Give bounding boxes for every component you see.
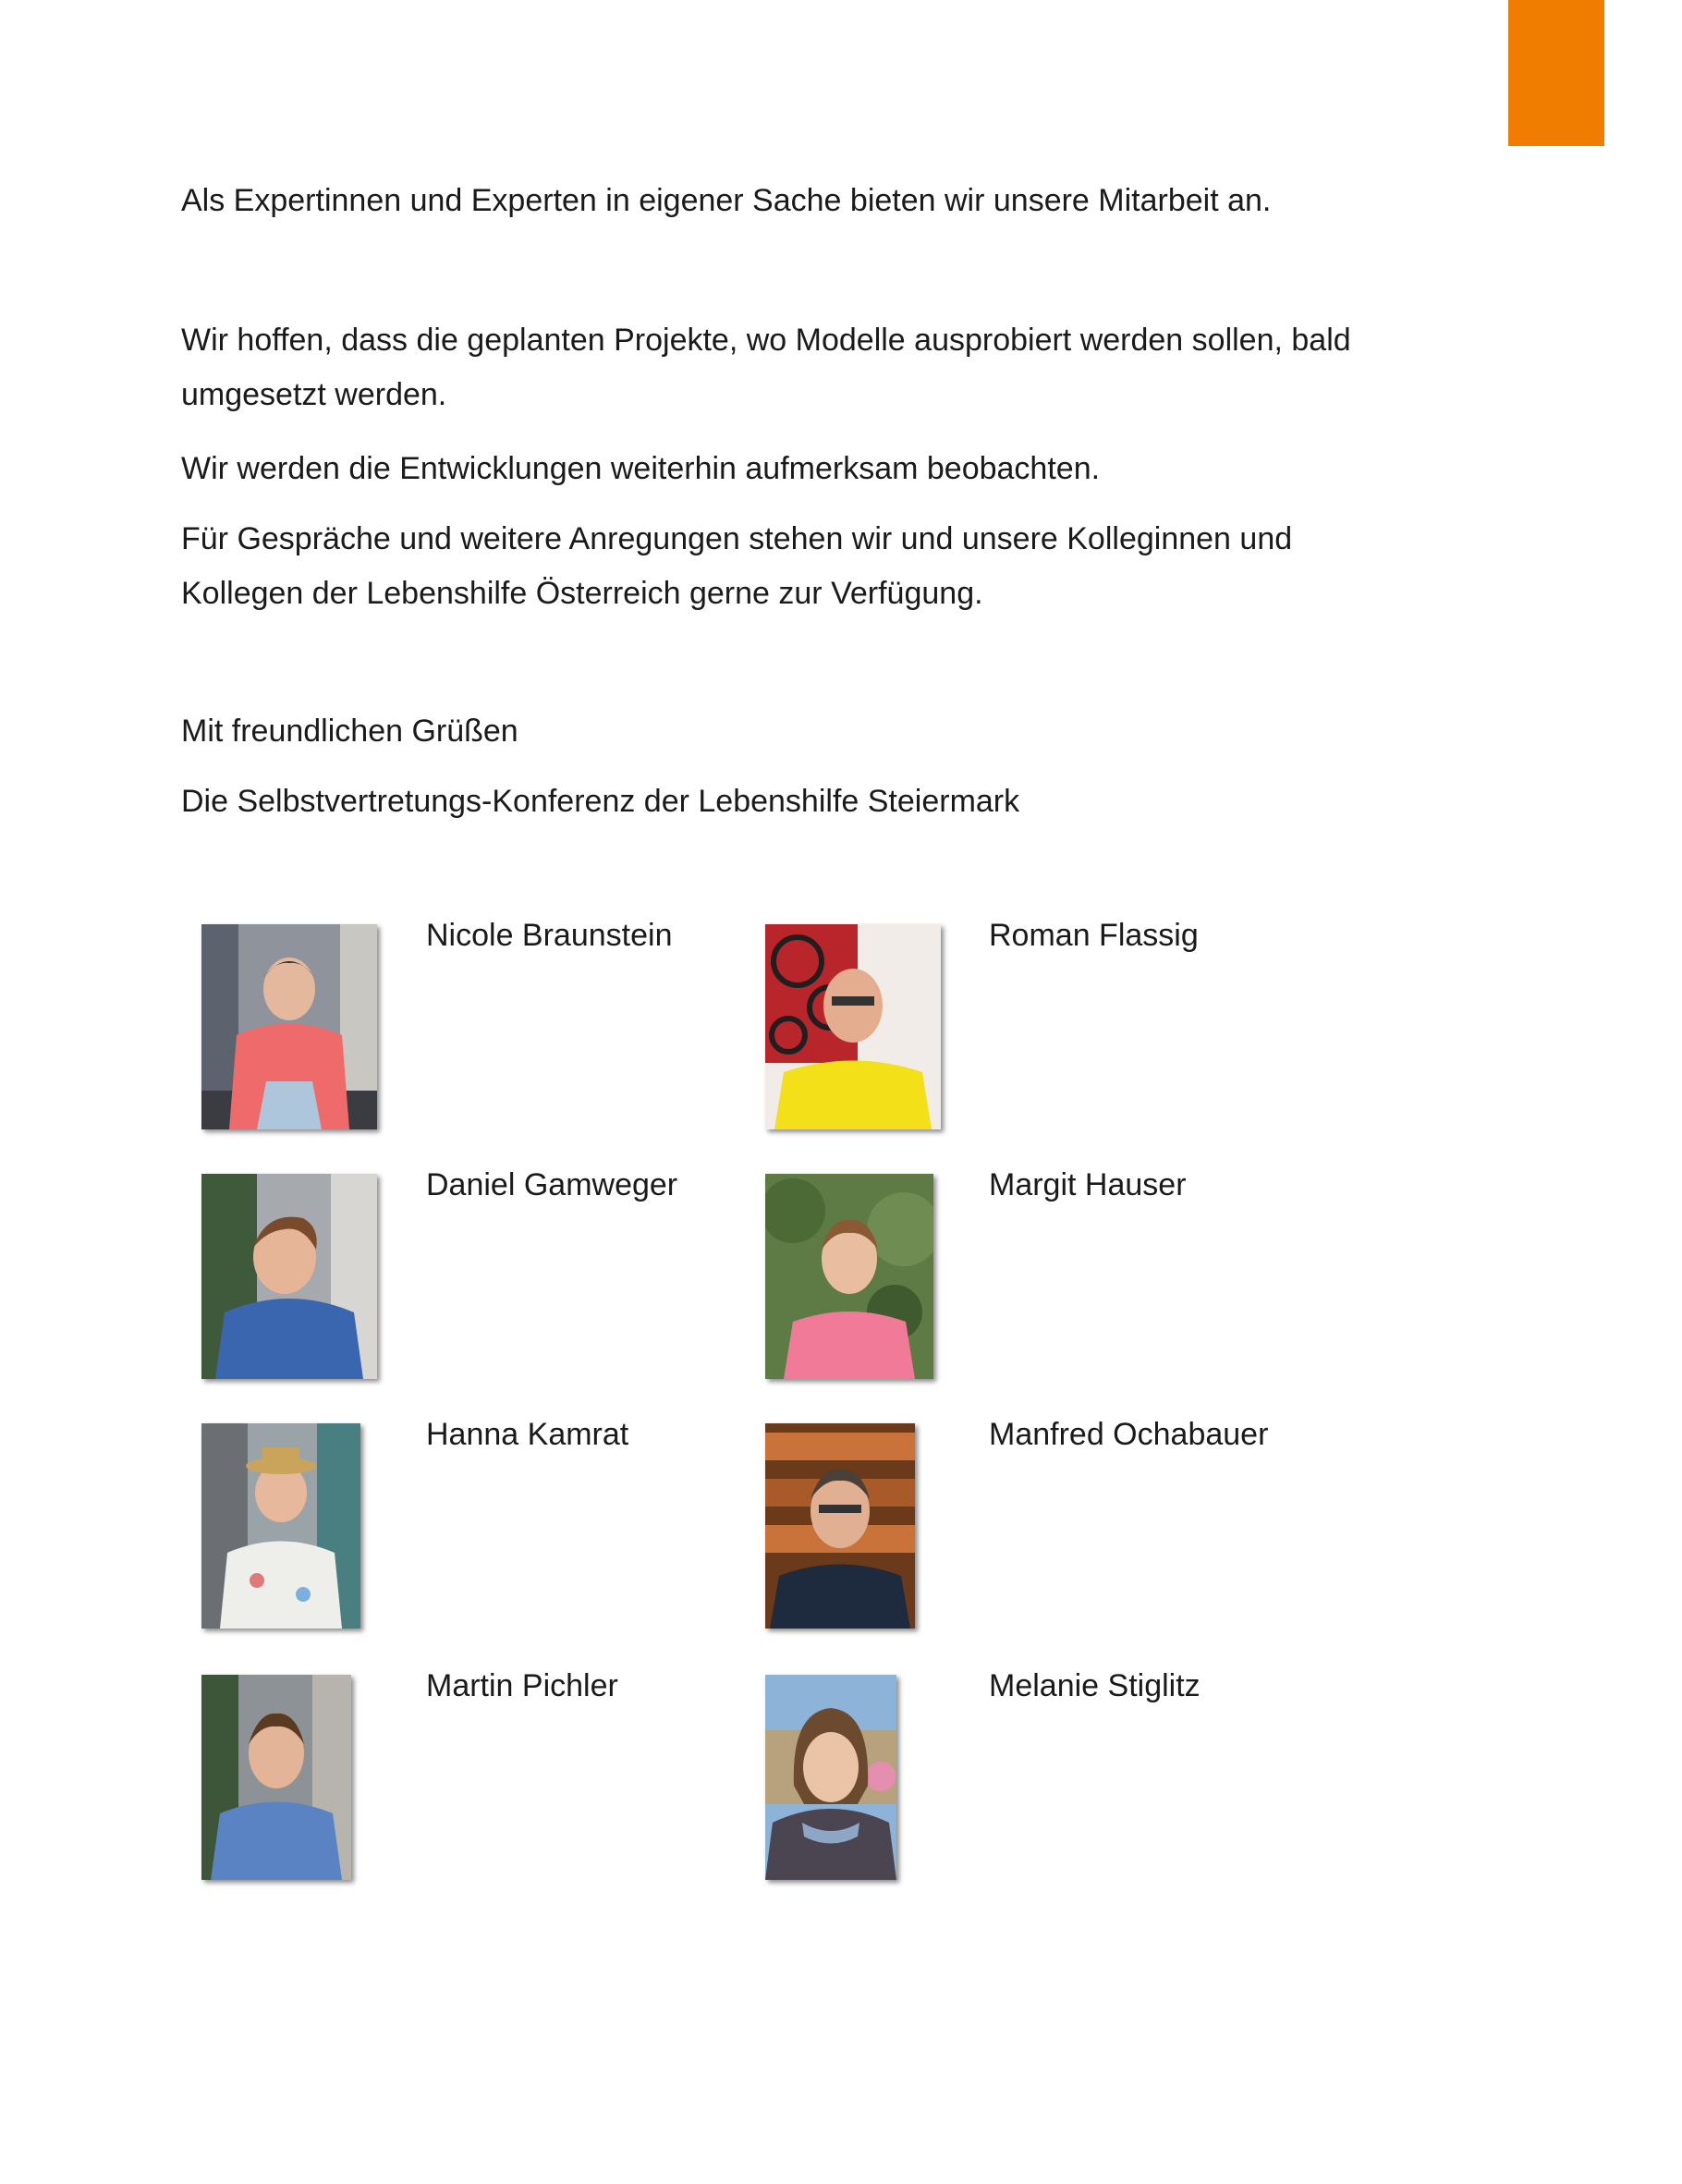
letter-paragraph-4-line-1: Für Gespräche und weitere Anregungen stehen wir und unsere Kolleginnen und — [181, 521, 1293, 556]
portrait-photo-roman-flassig — [765, 924, 941, 1129]
orange-accent-tab — [1508, 0, 1604, 146]
member-name-manfred-ochabauer: Manfred Ochabauer — [989, 1417, 1269, 1452]
portrait-photo-martin-pichler — [201, 1675, 351, 1880]
portrait-photo-margit-hauser — [765, 1174, 933, 1379]
letter-signature: Die Selbstvertretungs-Konferenz der Lebenshilfe Steiermark — [181, 784, 1020, 819]
portrait-photo-hanna-kamrat — [201, 1423, 360, 1629]
portrait-photo-manfred-ochabauer — [765, 1423, 915, 1629]
letter-greeting: Mit freundlichen Grüßen — [181, 714, 518, 749]
portrait-photo-nicole-braunstein — [201, 924, 377, 1129]
member-name-roman-flassig: Roman Flassig — [989, 918, 1199, 953]
portrait-photo-daniel-gamweger — [201, 1174, 377, 1379]
letter-paragraph-2-line-2: umgesetzt werden. — [181, 377, 447, 412]
member-name-martin-pichler: Martin Pichler — [426, 1668, 618, 1703]
letter-paragraph-4-line-2: Kollegen der Lebenshilfe Österreich gerne zur Verfügung. — [181, 576, 983, 611]
member-name-daniel-gamweger: Daniel Gamweger — [426, 1167, 678, 1202]
letter-paragraph-3: Wir werden die Entwicklungen weiterhin aufmerksam beobachten. — [181, 451, 1101, 486]
letter-paragraph-1: Als Expertinnen und Experten in eigener Sache bieten wir unsere Mitarbeit an. — [181, 183, 1272, 218]
member-name-nicole-braunstein: Nicole Braunstein — [426, 918, 673, 953]
letter-paragraph-2 — [181, 313, 1512, 422]
letter-paragraph-4 — [181, 512, 1512, 621]
portrait-photo-melanie-stiglitz — [765, 1675, 896, 1880]
member-name-melanie-stiglitz: Melanie Stiglitz — [989, 1668, 1201, 1703]
member-name-hanna-kamrat: Hanna Kamrat — [426, 1417, 629, 1452]
member-name-margit-hauser: Margit Hauser — [989, 1167, 1187, 1202]
letter-paragraph-2-line-1: Wir hoffen, dass die geplanten Projekte, wo Modelle ausprobiert werden sollen, bald — [181, 323, 1351, 358]
